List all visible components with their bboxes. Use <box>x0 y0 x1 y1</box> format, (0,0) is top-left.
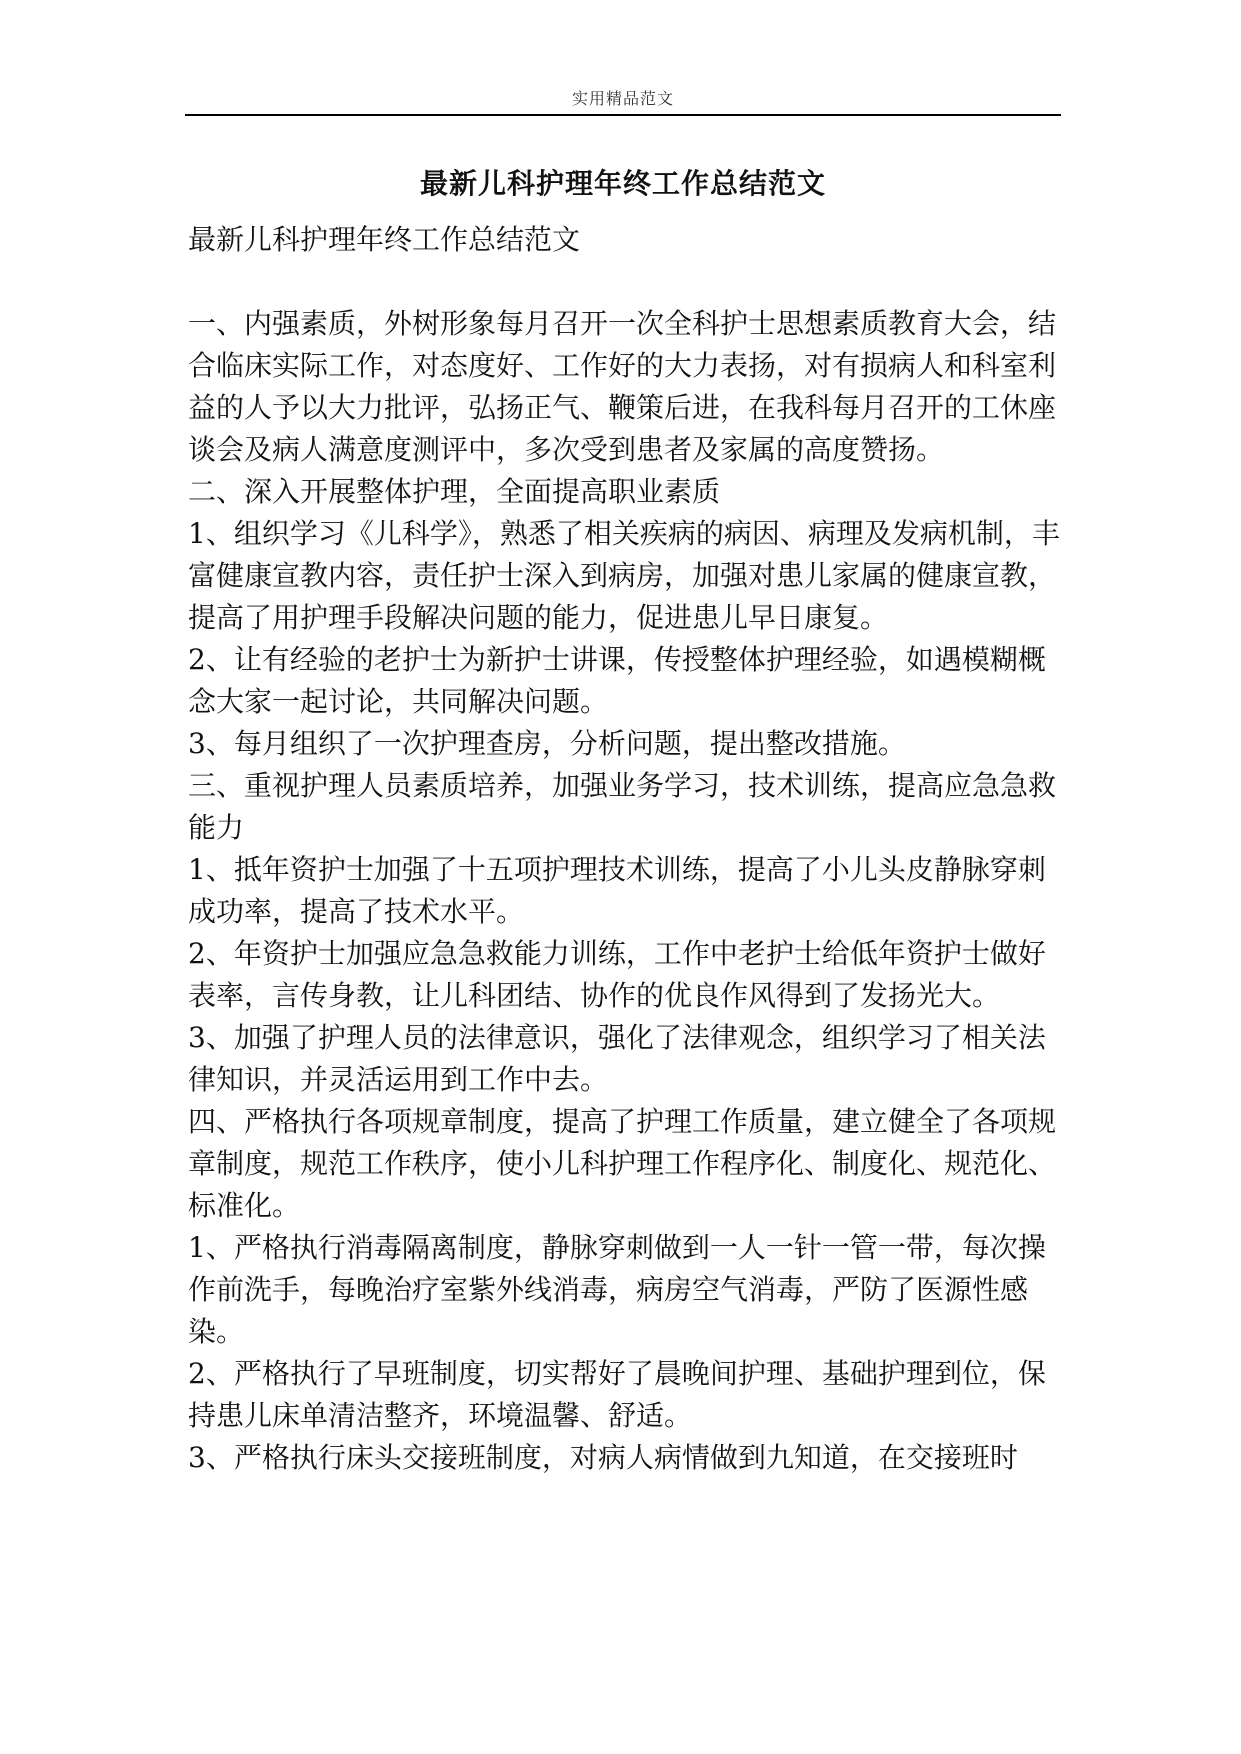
paragraph: 2、年资护士加强应急急救能力训练，工作中老护士给低年资护士做好表率，言传身教，让儿科团结、协作的优良作风得到了发扬光大。 <box>188 937 1046 1012</box>
paragraph: 2、让有经验的老护士为新护士讲课，传授整体护理经验，如遇模糊概念大家一起讨论，共同解决问题。 <box>188 643 1046 718</box>
paragraph: 3、每月组织了一次护理查房，分析问题，提出整改措施。 <box>188 727 906 760</box>
document-subtitle: 最新儿科护理年终工作总结范文 <box>188 223 581 256</box>
paragraph: 1、抵年资护士加强了十五项护理技术训练，提高了小儿头皮静脉穿刺成功率，提高了技术水平。 <box>188 853 1046 928</box>
page-header: 实用精品范文 <box>571 89 674 108</box>
paragraph: 一、内强素质，外树形象每月召开一次全科护士思想素质教育大会，结合临床实际工作，对态度好、工作好的大力表扬，对有损病人和科室利益的人予以大力批评，弘扬正气、鞭策后进，在我科每月召开的工休座谈会及病人满意度测评中，多次受到患者及家属的高度赞扬。 <box>188 307 1057 466</box>
paragraph: 1、严格执行消毒隔离制度，静脉穿刺做到一人一针一管一带，每次操作前洗手，每晚治疗室紫外线消毒，病房空气消毒，严防了医源性感染。 <box>188 1231 1046 1348</box>
section-heading: 三、重视护理人员素质培养，加强业务学习，技术训练，提高应急急救能力 <box>188 769 1057 844</box>
header-divider <box>185 114 1061 116</box>
document-title: 最新儿科护理年终工作总结范文 <box>419 167 826 200</box>
blank-line <box>188 261 1068 303</box>
paragraph: 3、严格执行床头交接班制度，对病人病情做到九知道，在交接班时 <box>188 1441 1018 1474</box>
paragraph: 3、加强了护理人员的法律意识，强化了法律观念，组织学习了相关法律知识，并灵活运用到工作中去。 <box>188 1021 1046 1096</box>
paragraph: 2、严格执行了早班制度，切实帮好了晨晚间护理、基础护理到位，保持患儿床单清洁整齐，环境温馨、舒适。 <box>188 1357 1046 1432</box>
section-heading: 二、深入开展整体护理，全面提高职业素质 <box>188 475 721 508</box>
document-body <box>188 219 1068 1479</box>
paragraph: 1、组织学习《儿科学》，熟悉了相关疾病的病因、病理及发病机制，丰富健康宣教内容，责任护士深入到病房，加强对患儿家属的健康宣教，提高了用护理手段解决问题的能力，促进患儿早日康复。 <box>188 517 1060 634</box>
section-heading: 四、严格执行各项规章制度，提高了护理工作质量，建立健全了各项规章制度，规范工作秩序，使小儿科护理工作程序化、制度化、规范化、标准化。 <box>188 1105 1057 1222</box>
